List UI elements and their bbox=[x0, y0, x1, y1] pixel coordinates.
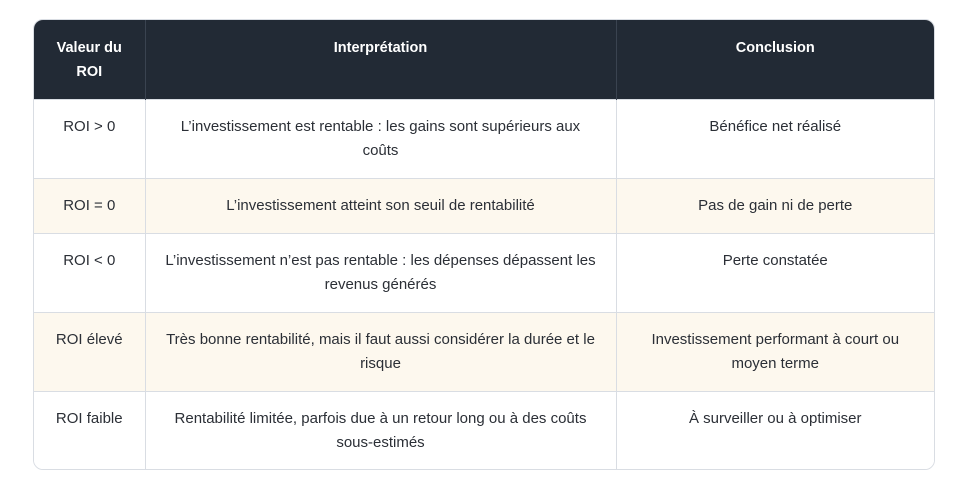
cell-roi-value: ROI < 0 bbox=[34, 233, 145, 312]
cell-interpretation: Très bonne rentabilité, mais il faut aussi considérer la durée et le risque bbox=[145, 312, 616, 391]
roi-table-container bbox=[33, 19, 935, 470]
cell-interpretation: L’investissement n’est pas rentable : les dépenses dépassent les revenus générés bbox=[145, 233, 616, 312]
table-row bbox=[34, 178, 934, 233]
cell-conclusion: Bénéfice net réalisé bbox=[616, 99, 934, 178]
cell-interpretation: L’investissement est rentable : les gains sont supérieurs aux coûts bbox=[145, 99, 616, 178]
roi-interpretation-table bbox=[34, 20, 934, 469]
cell-conclusion: Pas de gain ni de perte bbox=[616, 178, 934, 233]
table-row bbox=[34, 99, 934, 178]
cell-interpretation: L’investissement atteint son seuil de rentabilité bbox=[145, 178, 616, 233]
header-interpretation: Interprétation bbox=[145, 20, 616, 99]
table-row bbox=[34, 312, 934, 391]
cell-conclusion: Perte constatée bbox=[616, 233, 934, 312]
cell-interpretation: Rentabilité limitée, parfois due à un retour long ou à des coûts sous-estimés bbox=[145, 391, 616, 469]
header-roi-value: Valeur du ROI bbox=[34, 20, 145, 99]
cell-roi-value: ROI faible bbox=[34, 391, 145, 469]
cell-conclusion: Investissement performant à court ou moyen terme bbox=[616, 312, 934, 391]
cell-roi-value: ROI élevé bbox=[34, 312, 145, 391]
header-conclusion: Conclusion bbox=[735, 40, 815, 56]
cell-roi-value: ROI = 0 bbox=[34, 178, 145, 233]
table-header-row bbox=[34, 20, 934, 99]
cell-conclusion: À surveiller ou à optimiser bbox=[616, 391, 934, 469]
cell-roi-value: ROI > 0 bbox=[34, 99, 145, 178]
table-row bbox=[34, 391, 934, 469]
table-row bbox=[34, 233, 934, 312]
